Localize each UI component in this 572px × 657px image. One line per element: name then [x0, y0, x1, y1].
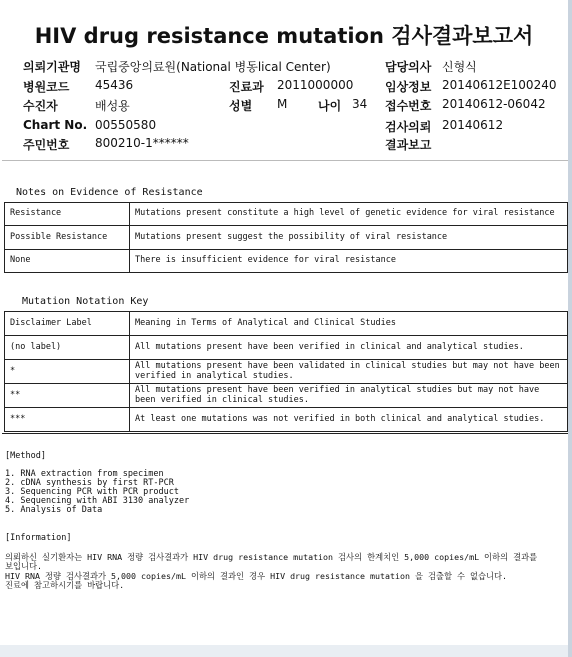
notation-table	[4, 311, 568, 432]
information-line: 의뢰하신 실기환자는 HIV RNA 정량 검사결과가 HIV drug resistance mutation 검사의 한계치인 5,000 copies/mL 이하의 결과를	[5, 552, 538, 562]
reception-no-value: 20140612-06042	[442, 97, 546, 111]
table-row	[5, 384, 568, 408]
bottom-border	[0, 645, 568, 657]
receiver-label: 수진자	[23, 99, 58, 113]
chart-no-label: Chart No.	[23, 118, 88, 132]
reception-no-label: 접수번호	[385, 99, 432, 113]
evidence-section-title: Notes on Evidence of Resistance	[16, 187, 203, 198]
notation-label-cell: *	[5, 360, 130, 384]
notation-section-title: Mutation Notation Key	[22, 296, 149, 307]
receiver-value: 배성용	[95, 99, 130, 113]
method-step: 3. Sequencing PCR with PCR product	[5, 487, 179, 497]
evidence-label-cell: None	[5, 250, 130, 273]
chart-no-value: 00550580	[95, 118, 157, 132]
result-report-label: 결과보고	[385, 138, 432, 152]
notation-label-cell: ***	[5, 408, 130, 432]
institution-label: 의뢰기관명	[23, 60, 81, 74]
evidence-table	[4, 202, 568, 273]
clinical-info-value: 20140612E100240	[442, 78, 557, 92]
table-row	[5, 250, 568, 273]
evidence-label-cell: Resistance	[5, 203, 130, 226]
clinical-info-label: 임상정보	[385, 80, 432, 94]
information-heading: [Information]	[5, 533, 72, 543]
report-title: HIV drug resistance mutation 검사결과보고서	[34, 24, 534, 48]
method-heading: [Method]	[5, 451, 46, 461]
header-divider	[2, 160, 568, 161]
information-line: HIV RNA 정량 검사결과가 5,000 copies/mL 이하의 결과인 경우 HIV drug resistance mutation 을 검출할 수 없습니다.	[5, 571, 508, 581]
evidence-desc-cell: Mutations present suggest the possibility of viral resistance	[130, 226, 568, 250]
tables-bottom-rule	[2, 433, 568, 434]
information-line: 진료에 참고하시기를 바랍니다.	[5, 580, 125, 590]
method-step: 2. cDNA synthesis by first RT-PCR	[5, 478, 174, 488]
method-step: 4. Sequencing with ABI 3130 analyzer	[5, 496, 190, 506]
notation-header-label: Disclaimer Label	[5, 312, 130, 336]
right-border	[568, 0, 572, 657]
table-row	[5, 203, 568, 226]
table-row	[5, 408, 568, 432]
resident-id-label: 주민번호	[23, 138, 70, 152]
doctor-label: 담당의사	[385, 60, 432, 74]
evidence-desc-cell: Mutations present constitute a high level of genetic evidence for viral resistance	[130, 203, 568, 226]
method-step: 1. RNA extraction from specimen	[5, 469, 164, 479]
table-row	[5, 360, 568, 384]
doctor-value: 신형식	[442, 60, 477, 74]
evidence-desc-cell: There is insufficient evidence for viral resistance	[130, 250, 568, 273]
resident-id-value: 800210-1******	[95, 136, 189, 150]
request-date-value: 20140612	[442, 118, 504, 132]
hospital-code-value: 45436	[95, 78, 134, 92]
sex-label: 성별	[229, 99, 253, 113]
table-row	[5, 226, 568, 250]
sex-value: M	[277, 97, 288, 111]
method-step: 5. Analysis of Data	[5, 505, 103, 515]
institution-value: 국립중앙의료원(National 병동lical Center)	[95, 60, 331, 74]
notation-desc-cell: All mutations present have been validated in clinical studies but may not have been verified in analytical studies.	[130, 360, 568, 384]
notation-desc-cell: All mutations present have been verified in clinical and analytical studies.	[130, 336, 568, 360]
hospital-code-label: 병원코드	[23, 80, 70, 94]
notation-label-cell: **	[5, 384, 130, 408]
request-date-label: 검사의뢰	[385, 120, 432, 134]
table-row	[5, 336, 568, 360]
notation-header-desc: Meaning in Terms of Analytical and Clinical Studies	[130, 312, 568, 336]
department-label: 진료과	[229, 80, 264, 94]
notation-label-cell: (no label)	[5, 336, 130, 360]
table-header-row	[5, 312, 568, 336]
notation-desc-cell: At least one mutations was not verified in both clinical and analytical studies.	[130, 408, 568, 432]
age-value: 34	[352, 97, 368, 111]
notation-desc-cell: All mutations present have been verified in analytical studies but may not have been verified in clinical studies.	[130, 384, 568, 408]
information-line: 보입니다.	[5, 561, 43, 571]
age-label: 나이	[318, 99, 342, 113]
evidence-label-cell: Possible Resistance	[5, 226, 130, 250]
department-value: 2011000000	[277, 78, 354, 92]
